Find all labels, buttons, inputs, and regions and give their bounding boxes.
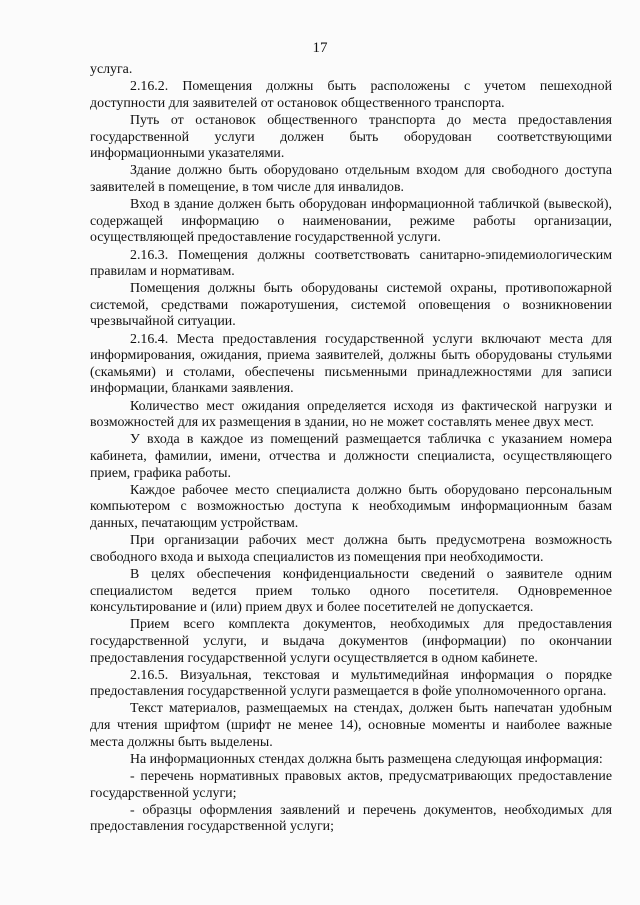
list-item-application-samples: - образцы оформления заявлений и перечень документов, необходимых для предоставления государственной услуги; — [90, 802, 612, 835]
list-item-legal-acts: - перечень нормативных правовых актов, предусматривающих предоставление государственной услуги; — [90, 769, 612, 801]
paragraph-2-16-5: 2.16.5. Визуальная, текстовая и мультимедийная информация о порядке предоставления государственной услуги размещается в фойе уполномоченного органа. — [90, 667, 612, 700]
paragraph-security-systems: Помещения должны быть оборудованы системой охраны, противопожарной системой, средствами пожаротушения, системой оповещения о возникновении чрезвычайной ситуации. — [90, 281, 612, 330]
paragraph-continuation: услуга. — [90, 62, 133, 77]
document-body — [90, 62, 612, 837]
paragraph-stand-info-intro: На информационных стендах должна быть размещена следующая информация: — [130, 751, 603, 767]
paragraph-free-access: При организации рабочих мест должна быть предусмотрена возможность свободного входа и выхода специалистов из помещения при необходимости. — [90, 533, 612, 565]
paragraph-separate-entrance: Здание должно быть оборудовано отдельным входом для свободного доступа заявителей в помещение, в том числе для инвалидов. — [90, 163, 612, 195]
paragraph-entrance-sign: Вход в здание должен быть оборудован информационной табличкой (вывеской), содержащей информацию о наименовании, режиме работы организации, осуществляющей предоставление государственной услуги. — [90, 197, 612, 246]
page-number: 17 — [312, 40, 328, 56]
paragraph-2-16-4: 2.16.4. Места предоставления государственной услуги включают места для информирования, ожидания, приема заявителей, должны быть оборудованы стульями (скамьями) и столами, обеспечены письменными принадлежностями для записи информации, бланками заявления. — [90, 331, 612, 397]
paragraph-transport-path: Путь от остановок общественного транспорта до места предоставления государственной услуги должен быть оборудован соответствующими информационными указателями. — [90, 112, 612, 162]
paragraph-2-16-2: 2.16.2. Помещения должны быть расположены с учетом пешеходной доступности для заявителей от остановок общественного транспорта. — [90, 79, 612, 111]
paragraph-office-sign: У входа в каждое из помещений размещается табличка с указанием номера кабинета, фамилии, имени, отчества и должности специалиста, осуществляющего прием, графика работы. — [90, 432, 612, 481]
paragraph-2-16-3: 2.16.3. Помещения должны соответствовать санитарно-эпидемиологическим правилам и нормативам. — [90, 247, 612, 280]
paragraph-workstation: Каждое рабочее место специалиста должно быть оборудовано персональным компьютером с возможностью доступа к необходимым информационным базам данных, печатающим устройствам. — [90, 482, 612, 531]
paragraph-confidentiality: В целях обеспечения конфиденциальности сведений о заявителе одним специалистом ведется прием только одного посетителя. Одновременное консультирование и (или) прием двух и более посетителей не допускается. — [90, 566, 612, 616]
paragraph-waiting-places: Количество мест ожидания определяется исходя из фактической нагрузки и возможностей для их размещения в здании, но не может составлять менее двух мест. — [90, 398, 612, 431]
paragraph-stand-text: Текст материалов, размещаемых на стендах, должен быть напечатан удобным для чтения шрифтом (шрифт не менее 14), основные моменты и наиболее важные места должны быть выделены. — [90, 701, 612, 750]
paragraph-document-intake: Прием всего комплекта документов, необходимых для предоставления государственной услуги, и выдача документов (информации) по окончании предоставления государственной услуги осуществляется в одном кабинете. — [90, 617, 612, 666]
